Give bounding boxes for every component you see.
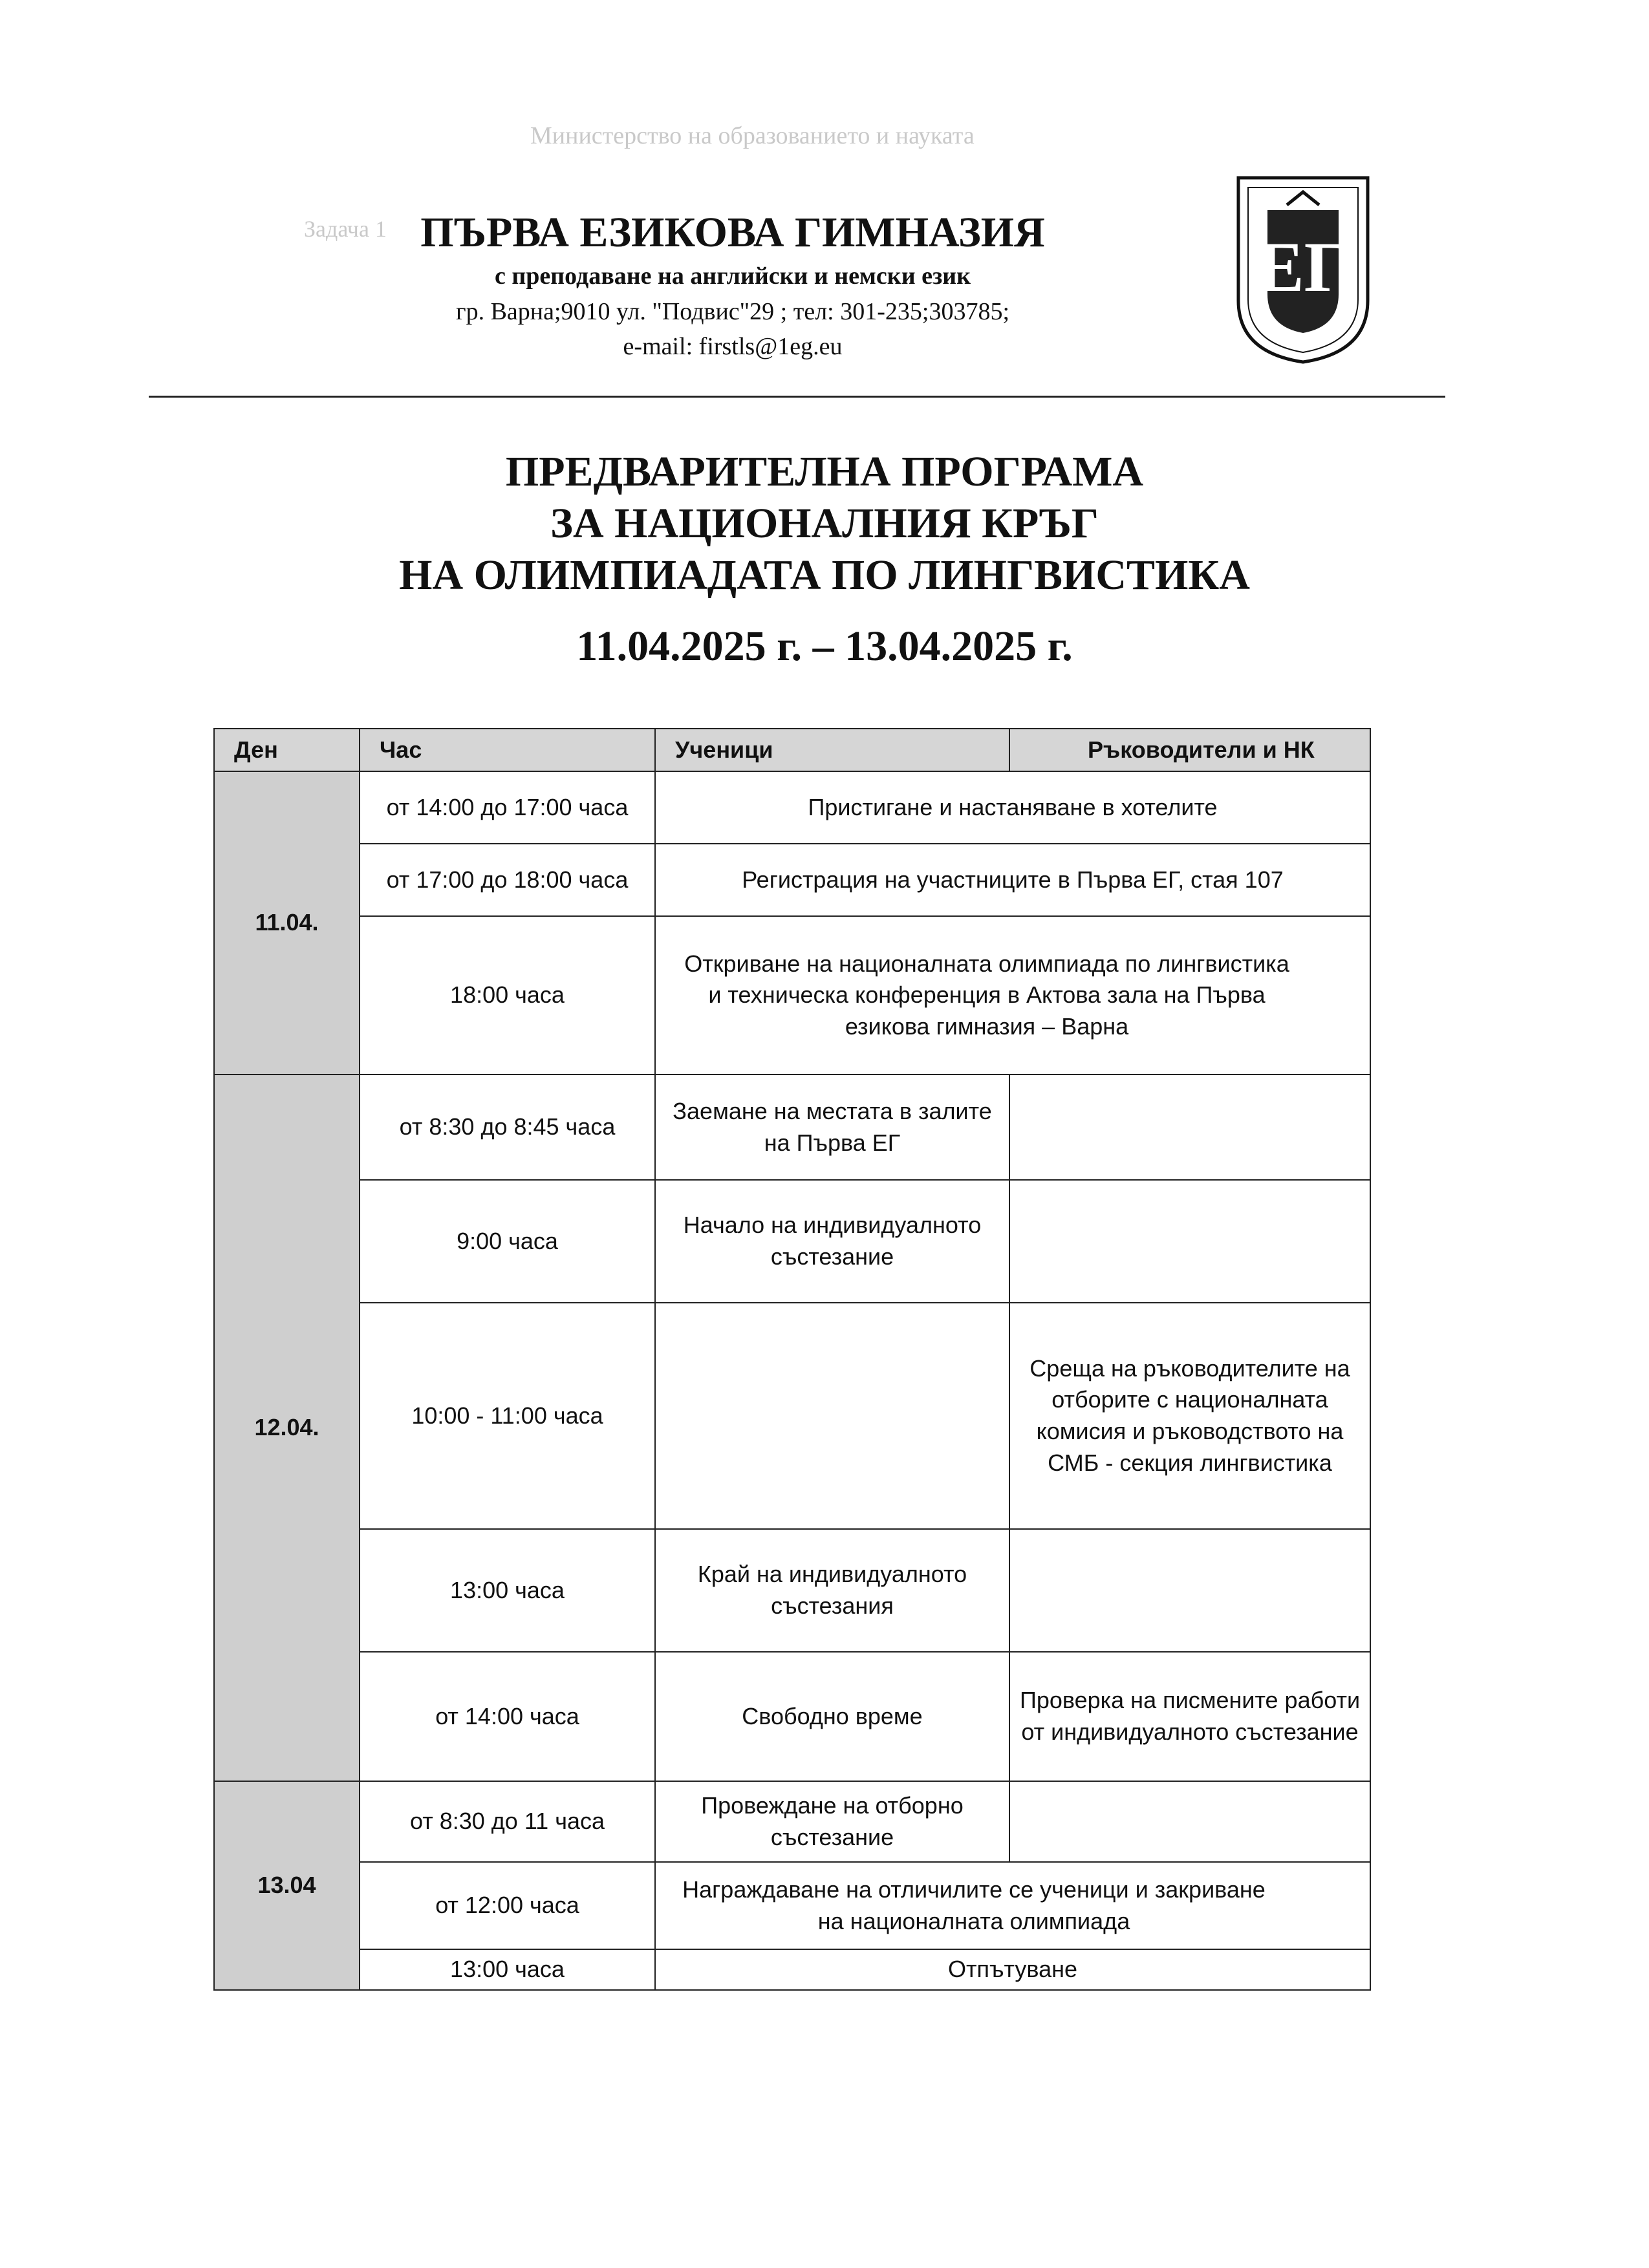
logo-letters: ЕГ: [1256, 228, 1350, 306]
event-cell: Награждаване на отличилите се ученици и закриване на националната олимпиада: [655, 1862, 1370, 1949]
table-row: [214, 1529, 1370, 1652]
school-email: e-mail: firstls@1eg.eu: [623, 333, 843, 360]
event-cell: Пристигане и настаняване в хотелите: [655, 771, 1370, 844]
time-cell: 10:00 - 11:00 часа: [360, 1303, 655, 1529]
students-cell: Заемане на местата в залите на Първа ЕГ: [655, 1075, 1009, 1180]
event-cell: Регистрация на участниците в Първа ЕГ, стая 107: [655, 844, 1370, 916]
table-row: [214, 771, 1370, 844]
time-cell: 9:00 часа: [360, 1180, 655, 1303]
school-name: ПЪРВА ЕЗИКОВА ГИМНАЗИЯ: [420, 209, 1045, 256]
table-row: [214, 1180, 1370, 1303]
time-cell: от 8:30 до 8:45 часа: [360, 1075, 655, 1180]
table-row: [214, 916, 1370, 1075]
leaders-cell: [1009, 1180, 1370, 1303]
program-title-line-1: ПРЕДВАРИТЕЛНА ПРОГРАМА: [505, 448, 1144, 495]
event-cell: Отпътуване: [655, 1949, 1370, 1990]
bleed-through-task: Задача 1: [304, 216, 387, 242]
students-cell: Край на индивидуалното състезания: [655, 1529, 1009, 1652]
leaders-cell: [1009, 1529, 1370, 1652]
header-day: Ден: [214, 729, 360, 771]
students-cell: [655, 1303, 1009, 1529]
time-cell: от 12:00 часа: [360, 1862, 655, 1949]
time-cell: 13:00 часа: [360, 1949, 655, 1990]
students-cell: Свободно време: [655, 1652, 1009, 1781]
header-leaders: Ръководители и НК: [1009, 729, 1370, 771]
day-cell: 13.04: [214, 1781, 360, 1990]
schedule-table: [213, 728, 1371, 1991]
leaders-cell: Проверка на писмените работи от индивидуалното състезание: [1009, 1652, 1370, 1781]
leaders-cell: [1009, 1075, 1370, 1180]
time-cell: от 14:00 часа: [360, 1652, 655, 1781]
table-row: [214, 1862, 1370, 1949]
table-row: [214, 1303, 1370, 1529]
bleed-through-heading: Министерство на образованието и науката: [530, 122, 975, 149]
time-cell: от 17:00 до 18:00 часа: [360, 844, 655, 916]
table-row: [214, 1652, 1370, 1781]
students-cell: Начало на индивидуалното състезание: [655, 1180, 1009, 1303]
header-time: Час: [360, 729, 655, 771]
school-subtitle: с преподаване на английски и немски език: [494, 262, 971, 290]
school-address: гр. Варна;9010 ул. "Подвис"29 ; тел: 301-235;303785;: [455, 298, 1010, 325]
time-cell: от 8:30 до 11 часа: [360, 1781, 655, 1862]
time-cell: 13:00 часа: [360, 1529, 655, 1652]
table-row: [214, 844, 1370, 916]
program-title-line-3: НА ОЛИМПИАДАТА ПО ЛИНГВИСТИКА: [399, 551, 1250, 599]
day-cell: 11.04.: [214, 771, 360, 1075]
table-row: [214, 1781, 1370, 1862]
program-dates: 11.04.2025 г. – 13.04.2025 г.: [576, 623, 1073, 670]
event-cell: Откриване на националната олимпиада по лингвистика и техническа конференция в Актова зала на Първа езикова гимназия – Варна: [655, 916, 1370, 1075]
leaders-cell: [1009, 1781, 1370, 1862]
table-row: [214, 1075, 1370, 1180]
school-logo: [1232, 171, 1374, 365]
program-title-line-2: ЗА НАЦИОНАЛНИЯ КРЪГ: [550, 500, 1099, 547]
time-cell: от 14:00 до 17:00 часа: [360, 771, 655, 844]
table-header-row: [214, 729, 1370, 771]
table-row: [214, 1949, 1370, 1990]
students-cell: Провеждане на отборно състезание: [655, 1781, 1009, 1862]
leaders-cell: Среща на ръководителите на отборите с националната комисия и ръководството на СМБ - секция лингвистика: [1009, 1303, 1370, 1529]
header-divider: [149, 396, 1445, 398]
time-cell: 18:00 часа: [360, 916, 655, 1075]
header-students: Ученици: [655, 729, 1009, 771]
day-cell: 12.04.: [214, 1075, 360, 1781]
